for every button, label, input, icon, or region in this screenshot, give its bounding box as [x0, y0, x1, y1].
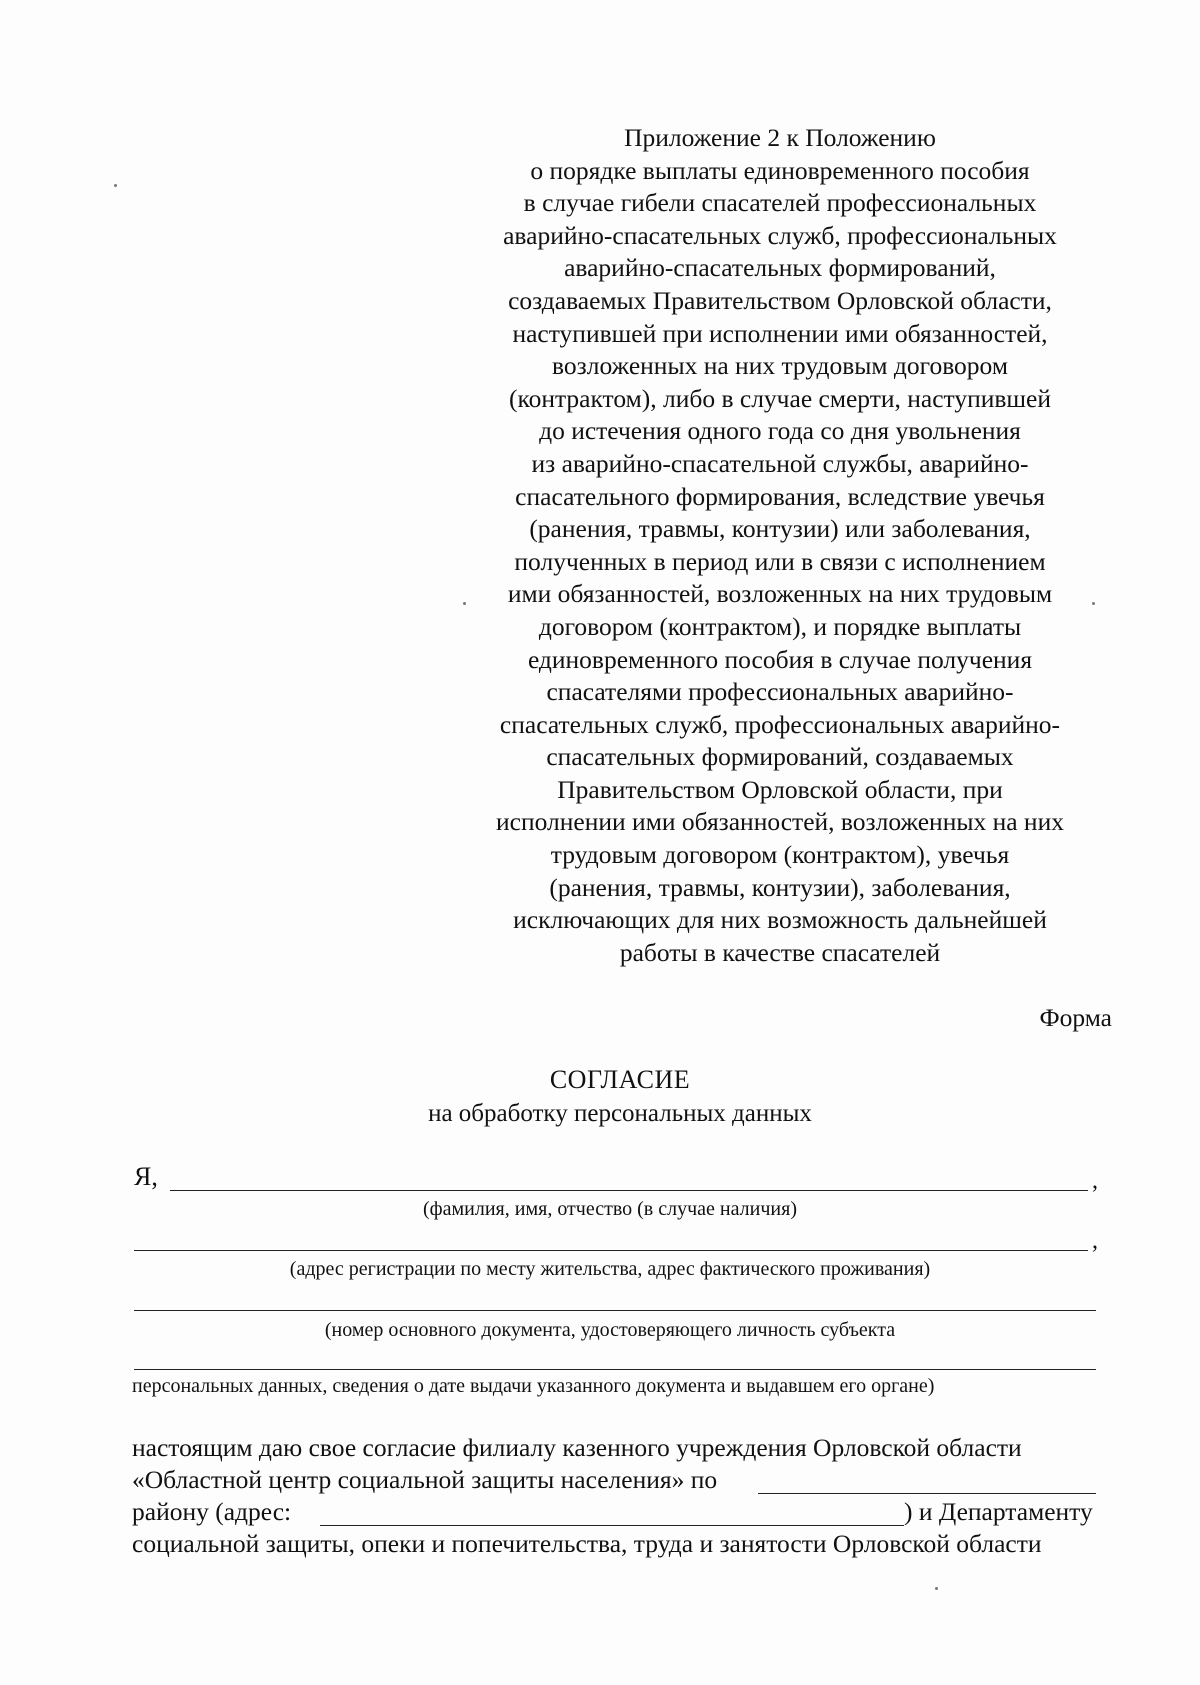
fio-comma: , — [1092, 1168, 1098, 1194]
annex-line: (контрактом), либо в случае смерти, наступившей — [508, 383, 1052, 413]
fio-field-line[interactable] — [170, 1190, 1088, 1191]
annex-line: исполнении ими обязанностей, возложенных на них — [496, 807, 1064, 837]
scan-speck — [935, 1587, 938, 1590]
annex-line: возложенных на них трудовым договором — [552, 351, 1008, 381]
consent-line-3-end: ) и Департаменту — [904, 1497, 1093, 1526]
document-caption-2: персональных данных, сведения о дате выдачи указанного документа и выдавшем его органе) — [132, 1375, 935, 1397]
ya-label: Я, — [134, 1162, 158, 1191]
scan-speck — [463, 602, 466, 605]
document-subtitle: на обработку персональных данных — [428, 1100, 812, 1127]
annex-line: договором (контрактом), и порядке выплаты — [538, 611, 1022, 641]
annex-line: аварийно-спасательных формирований, — [564, 253, 996, 283]
annex-line: создаваемых Правительством Орловской области, — [508, 285, 1052, 315]
annex-line: спасателями профессиональных аварийно- — [546, 677, 1014, 707]
document-field-line-1[interactable] — [134, 1310, 1096, 1311]
scan-speck — [114, 184, 117, 187]
form-label: Форма — [1039, 1003, 1112, 1032]
consent-line-2: «Областной центр социальной защиты населения» по — [132, 1465, 718, 1494]
district-field-line[interactable] — [758, 1493, 1096, 1494]
annex-header — [440, 122, 1120, 969]
annex-line: единовременного пособия в случае получения — [527, 644, 1033, 674]
annex-line: в случае гибели спасателей профессиональных — [523, 188, 1037, 218]
address-caption: (адрес регистрации по месту жительства, адрес фактического проживания) — [289, 1258, 931, 1280]
annex-line: трудовым договором (контрактом), увечья — [550, 840, 1010, 870]
annex-line: спасательных формирований, создаваемых — [546, 742, 1014, 772]
annex-line: Правительством Орловской области, при — [557, 774, 1003, 804]
fio-caption: (фамилия, имя, отчество (в случае наличия) — [423, 1198, 797, 1220]
annex-line: до истечения одного года со дня увольнения — [539, 416, 1021, 446]
annex-line: (ранения, травмы, контузии), заболевания, — [549, 872, 1011, 902]
document-field-line-2[interactable] — [134, 1369, 1096, 1370]
annex-line: спасательных служб, профессиональных аварийно- — [499, 709, 1061, 739]
annex-line: о порядке выплаты единовременного пособия — [530, 155, 1030, 185]
document-caption-1: (номер основного документа, удостоверяющего личность субъекта — [324, 1319, 896, 1341]
annex-line: исключающих для них возможность дальнейшей — [513, 905, 1047, 935]
address-input-line[interactable] — [320, 1525, 904, 1526]
scan-speck — [1092, 602, 1095, 605]
annex-line: (ранения, травмы, контузии) или заболевания, — [529, 514, 1031, 544]
document-title: СОГЛАСИЕ — [549, 1065, 691, 1094]
annex-line: полученных в период или в связи с исполнением — [514, 546, 1046, 576]
address-comma: , — [1092, 1228, 1098, 1254]
address-field-line[interactable] — [134, 1250, 1088, 1251]
annex-line: работы в качестве спасателей — [619, 937, 941, 967]
annex-line: из аварийно-спасательной службы, аварийно- — [531, 448, 1029, 478]
annex-line: спасательного формирования, вследствие увечья — [515, 481, 1045, 511]
annex-line: Приложение 2 к Положению — [624, 123, 936, 152]
consent-line-3-start: району (адрес: — [132, 1497, 292, 1526]
consent-line-1: настоящим даю свое согласие филиалу казенного учреждения Орловской области — [132, 1433, 1022, 1462]
annex-line: наступившей при исполнении ими обязанностей, — [512, 318, 1048, 348]
consent-line-4: социальной защиты, опеки и попечительства, труда и занятости Орловской области — [132, 1529, 1042, 1558]
annex-line: ими обязанностей, возложенных на них трудовым — [507, 579, 1053, 609]
annex-line: аварийно-спасательных служб, профессиональных — [503, 220, 1057, 250]
